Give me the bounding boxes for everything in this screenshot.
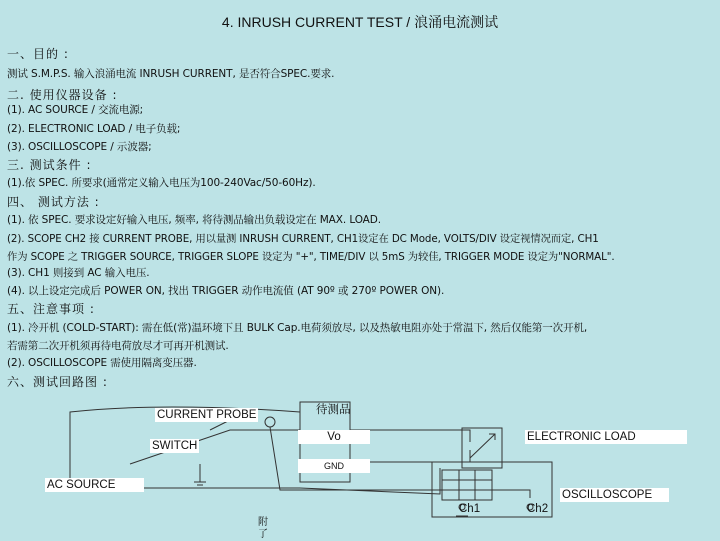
note-item-1: (1). 冷开机 (COLD-START): 需在低(常)温环境下且 BULK Cap.电荷须放尽, 以及热敏电阻亦处于常温下, 然后仅能第一次开机,	[7, 322, 588, 334]
method-item-1: (1). 依 SPEC. 要求设定好输入电压, 频率, 将待测品输出负载设定在 MAX. LOAD.	[7, 214, 381, 226]
purpose-text: 测试 S.M.P.S. 输入浪涌电流 INRUSH CURRENT, 是否符合SPEC.要求.	[7, 68, 335, 80]
condition-item-1: (1).依 SPEC. 所要求(通常定义输入电压为100-240Vac/50-60Hz).	[7, 177, 316, 189]
ch2-label: Ch2	[527, 503, 549, 515]
vo-label: Vo	[298, 430, 370, 444]
section-heading-method: 四、 测试方法 :	[7, 195, 100, 209]
oscilloscope-label: OSCILLOSCOPE	[560, 488, 669, 502]
equipment-item-1: (1). AC SOURCE / 交流电源;	[7, 104, 144, 116]
switch-label: SWITCH	[152, 440, 198, 452]
dut-label: 待测品	[316, 404, 351, 416]
section-heading-notes: 五、注意事项 :	[7, 302, 95, 316]
method-item-2: (2). SCOPE CH2 接 CURRENT PROBE, 用以量测 INRUSH CURRENT, CH1设定在 DC Mode, VOLTS/DIV 设定视情况而定, CH1	[7, 233, 599, 245]
ac-source-label: AC SOURCE	[45, 478, 144, 492]
note-item-1-cont: 若需第二次开机须再待电荷放尽才可再开机测试.	[7, 340, 229, 352]
method-item-3: (3). CH1 则接到 AC 输入电压.	[7, 267, 150, 279]
equipment-item-3: (3). OSCILLOSCOPE / 示波器;	[7, 141, 152, 153]
section-heading-purpose: 一、目的 :	[7, 47, 69, 61]
section-heading-equipment: 二. 使用仪器设备 :	[7, 88, 118, 102]
page-title: 4. INRUSH CURRENT TEST / 浪涌电流测试	[221, 14, 499, 30]
electronic-load-label: ELECTRONIC LOAD	[525, 430, 687, 444]
ch1-label: Ch1	[459, 503, 481, 515]
section-heading-circuit: 六、测试回路图 :	[7, 375, 108, 389]
diagram-note: 附 了	[258, 517, 268, 540]
method-item-2-cont: 作为 SCOPE 之 TRIGGER SOURCE, TRIGGER SLOPE 设定为 "+", TIME/DIV 以 5mS 为较佳, TRIGGER MODE 设定为"NORMAL".	[7, 251, 615, 263]
method-item-4: (4). 以上设定完成后 POWER ON, 找出 TRIGGER 动作电流值 (AT 90º 或 270º POWER ON).	[7, 285, 445, 297]
current-probe-icon	[265, 417, 275, 427]
gnd-label: GND	[298, 459, 370, 473]
current-probe-label: CURRENT PROBE	[157, 409, 257, 421]
equipment-item-2: (2). ELECTRONIC LOAD / 电子负载;	[7, 123, 181, 135]
note-item-2: (2). OSCILLOSCOPE 需使用隔离变压器.	[7, 357, 197, 369]
section-heading-conditions: 三. 测试条件 :	[7, 158, 92, 172]
